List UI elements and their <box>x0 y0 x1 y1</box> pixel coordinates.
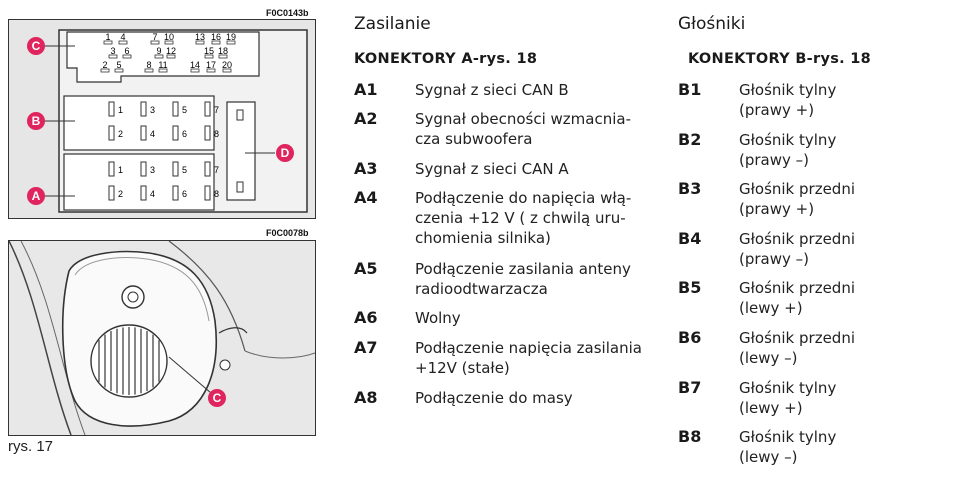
callout-a <box>27 187 45 205</box>
svg-text:A: A <box>31 189 41 203</box>
row-text: Głośnik tylny (prawy –) <box>739 131 837 169</box>
row-key: A8 <box>354 388 378 407</box>
connector-c-pin-label: 11 <box>158 60 168 70</box>
connector-c-pin-label: 18 <box>217 46 229 56</box>
connector-b-pin-label: 1 <box>118 105 124 115</box>
row-text: Podłączenie do napięcia włą- czenia +12 V ( z chwilą uru- chomienia silnika) <box>415 189 632 247</box>
row-key: A4 <box>354 188 378 207</box>
callout-c <box>27 37 45 55</box>
figure-caption: rys. 17 <box>8 438 54 455</box>
connector-b-pin-label: 7 <box>214 105 220 115</box>
connector-c-pin-label: 14 <box>189 60 201 70</box>
row-text: Głośnik przedni (prawy +) <box>739 180 855 218</box>
connector-b-outline <box>64 96 214 150</box>
connector-c-pin-label: 4 <box>120 32 126 42</box>
row-key: A2 <box>354 109 378 128</box>
connector-diagram <box>8 19 316 219</box>
row-key: B3 <box>678 179 702 198</box>
connector-c-pin-label: 3 <box>110 46 116 56</box>
row-text: Sygnał obecności wzmacnia- cza subwoofera <box>415 110 631 148</box>
connector-a-pin-label: 8 <box>214 189 220 199</box>
callout-b <box>27 112 45 130</box>
row-key: A3 <box>354 159 378 178</box>
connector-a-pin-label: 6 <box>182 189 188 199</box>
svg-text:B: B <box>31 114 41 128</box>
row-text: Głośnik tylny (lewy +) <box>739 379 837 417</box>
row-key: B4 <box>678 229 702 248</box>
connector-c-pin-label: 12 <box>165 46 177 56</box>
row-key: B2 <box>678 130 702 149</box>
connector-b-pin-label: 6 <box>182 129 188 139</box>
subheading-konektory-a: KONEKTORY A-rys. 18 <box>354 51 538 67</box>
connector-b-pin-label: 2 <box>118 129 124 139</box>
speaker-illustration <box>8 240 316 436</box>
connector-a-pin-label: 5 <box>182 165 188 175</box>
callout-bottom-c <box>208 389 226 407</box>
connector-d-outline <box>227 102 255 200</box>
row-text: Głośnik przedni (lewy –) <box>739 329 855 367</box>
connector-a-pin-label: 3 <box>150 165 156 175</box>
row-text: Sygnał z sieci CAN A <box>415 160 569 178</box>
row-key: B5 <box>678 278 702 297</box>
figure-code-top: F0C0143b <box>266 8 309 18</box>
connector-c-pin-label: 13 <box>194 32 206 42</box>
connector-c-pin-label: 8 <box>146 60 152 70</box>
connector-b-pin-label: 4 <box>150 129 156 139</box>
connector-c-pin-label: 10 <box>163 32 175 42</box>
connector-c-pin-label: 9 <box>156 46 162 56</box>
svg-text:C: C <box>212 391 222 405</box>
connector-c-pin-label: 5 <box>116 60 122 70</box>
subheading-konektory-b: KONEKTORY B-rys. 18 <box>688 51 872 67</box>
speaker-illustration-svg <box>9 241 315 435</box>
row-key: A7 <box>354 338 378 357</box>
row-key: B6 <box>678 328 702 347</box>
connector-c-pin-label: 20 <box>221 60 233 70</box>
svg-text:D: D <box>280 146 290 160</box>
row-key: B1 <box>678 80 702 99</box>
connector-a-pin-label: 1 <box>118 165 124 175</box>
row-key: A6 <box>354 308 378 327</box>
callout-d <box>276 144 294 162</box>
row-text: Głośnik przedni (prawy –) <box>739 230 855 268</box>
row-key: B7 <box>678 378 702 397</box>
row-text: Podłączenie napięcia zasilania +12V (stałe) <box>415 339 642 377</box>
connector-b-pin-label: 5 <box>182 105 188 115</box>
row-key: B8 <box>678 427 702 446</box>
row-text: Podłączenie do masy <box>415 389 573 407</box>
heading-zasilanie: Zasilanie <box>354 14 431 34</box>
row-text: Sygnał z sieci CAN B <box>415 81 569 99</box>
svg-text:C: C <box>31 39 41 53</box>
row-text: Głośnik tylny (prawy +) <box>739 81 837 119</box>
connector-c-pin-label: 7 <box>152 32 158 42</box>
connector-a-pin-label: 4 <box>150 189 156 199</box>
connector-c-pin-label: 2 <box>102 60 108 70</box>
row-text: Wolny <box>415 309 461 327</box>
connector-c-pin-label: 15 <box>203 46 215 56</box>
connector-a-outline <box>64 154 214 210</box>
connector-c-pin-label: 16 <box>210 32 222 42</box>
row-text: Podłączenie zasilania anteny radioodtwarzacza <box>415 260 631 298</box>
connector-b-pin-label: 8 <box>214 129 220 139</box>
row-text: Głośnik przedni (lewy +) <box>739 279 855 317</box>
connector-a-pin-label: 7 <box>214 165 220 175</box>
connector-c-pin-label: 6 <box>124 46 130 56</box>
connector-c-pin-label: 19 <box>225 32 237 42</box>
row-key: A5 <box>354 259 378 278</box>
connector-c-pin-label: 17 <box>205 60 217 70</box>
row-key: A1 <box>354 80 378 99</box>
mount-screw <box>220 360 230 370</box>
figure-code-bottom: F0C0078b <box>266 228 309 238</box>
connector-b-pin-label: 3 <box>150 105 156 115</box>
connector-c-pin-label: 1 <box>105 32 111 42</box>
connector-a-pin-label: 2 <box>118 189 124 199</box>
heading-glosniki: Głośniki <box>678 14 746 34</box>
cabinet-knob <box>122 286 144 308</box>
row-text: Głośnik tylny (lewy –) <box>739 428 837 466</box>
connector-diagram-svg <box>9 20 315 218</box>
